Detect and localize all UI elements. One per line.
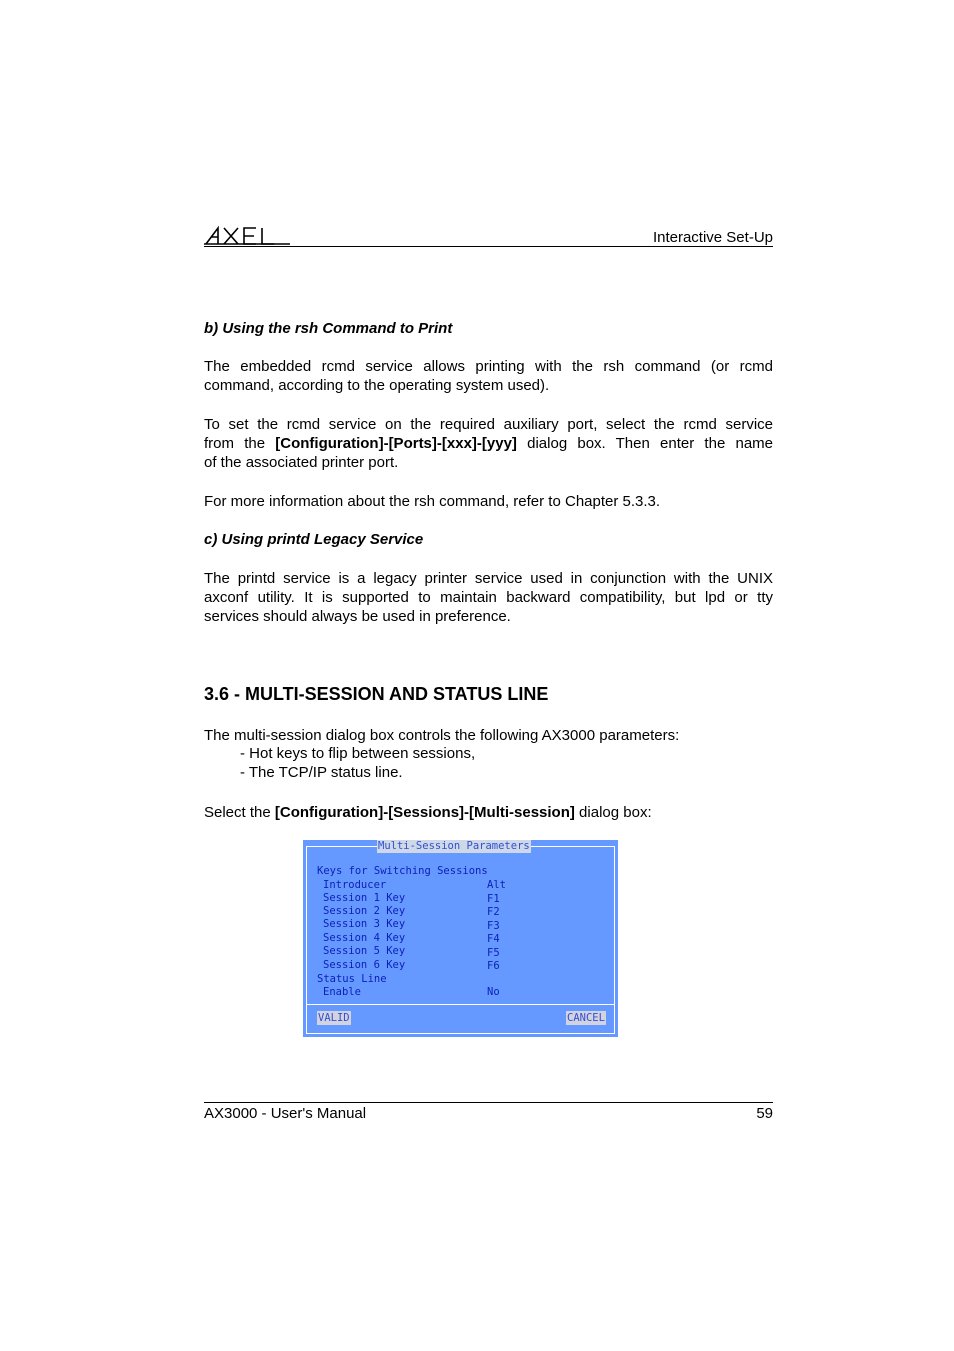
section-title: 3.6 - MULTI-SESSION AND STATUS LINE (204, 684, 549, 704)
text-line: axconf utility. It is supported to maintain backward compatibility, but lpd or tty (204, 589, 773, 606)
field-label-session-1-key: Session 1 Key (323, 892, 406, 904)
field-value-session-3-key[interactable]: F3 (487, 920, 500, 932)
section-intro: The multi-session dialog box controls the following AX3000 parameters: (204, 727, 680, 744)
menu-path: [Configuration]-[Sessions]-[Multi-session] (274, 804, 575, 821)
field-label-session-2-key: Session 2 Key (323, 905, 406, 917)
valid-button[interactable]: VALID (318, 1012, 350, 1024)
field-label-introducer: Introducer (323, 879, 387, 891)
paragraph-rsh-2 (204, 415, 773, 472)
select-instruction (204, 803, 773, 822)
field-value-session-4-key[interactable]: F4 (487, 933, 500, 945)
field-label-session-4-key: Session 4 Key (323, 932, 406, 944)
text-line: command, according to the operating system used). (204, 377, 550, 394)
page-footer (204, 1102, 773, 1125)
text-run: dialog box. Then enter the name (516, 435, 774, 452)
group-label-status-line: Status Line (317, 973, 387, 985)
bullet-item: - The TCP/IP status line. (240, 764, 403, 781)
dialog-title: Multi-Session Parameters (378, 840, 530, 852)
dialog-separator (306, 1004, 615, 1005)
text-line: The embedded rcmd service allows printing with the rsh command (or rcmd (204, 358, 773, 375)
page-number: 59 (756, 1105, 773, 1122)
text-line (204, 434, 773, 453)
field-value-session-5-key[interactable]: F5 (487, 947, 500, 959)
field-label-session-3-key: Session 3 Key (323, 918, 406, 930)
text-line: The printd service is a legacy printer service used in conjunction with the UNIX (204, 570, 773, 587)
field-value-introducer[interactable]: Alt (487, 879, 506, 891)
paragraph-rsh-1 (204, 357, 773, 395)
subheading-rsh: b) Using the rsh Command to Print (204, 320, 453, 337)
field-value-enable[interactable]: No (487, 986, 500, 998)
page-header (204, 222, 773, 247)
field-value-session-2-key[interactable]: F2 (487, 906, 500, 918)
bullet-item: - Hot keys to flip between sessions, (240, 745, 476, 762)
group-label-keys: Keys for Switching Sessions (317, 865, 488, 877)
paragraph-printd (204, 569, 773, 626)
paragraph-rsh-3: For more information about the rsh command, refer to Chapter 5.3.3. (204, 493, 661, 510)
subheading-printd: c) Using printd Legacy Service (204, 531, 424, 548)
field-label-enable: Enable (323, 986, 361, 998)
text-line: services should always be used in preference. (204, 608, 511, 625)
field-value-session-6-key[interactable]: F6 (487, 960, 500, 972)
multi-session-dialog (303, 840, 618, 1037)
text-line: To set the rcmd service on the required auxiliary port, select the rcmd service (204, 416, 773, 433)
header-section-title: Interactive Set-Up (652, 229, 773, 246)
field-label-session-6-key: Session 6 Key (323, 959, 406, 971)
axel-logo (204, 224, 290, 246)
menu-path: [Configuration]-[Ports]-[xxx]-[yyy] (275, 435, 517, 452)
cancel-button[interactable]: CANCEL (567, 1012, 605, 1024)
text-run: Select the (204, 804, 275, 821)
text-run: dialog box: (574, 804, 652, 821)
manual-title: AX3000 - User's Manual (204, 1105, 367, 1122)
text-line: of the associated printer port. (204, 454, 399, 471)
field-label-session-5-key: Session 5 Key (323, 945, 406, 957)
field-value-session-1-key[interactable]: F1 (487, 893, 500, 905)
text-run: from the (204, 435, 276, 452)
